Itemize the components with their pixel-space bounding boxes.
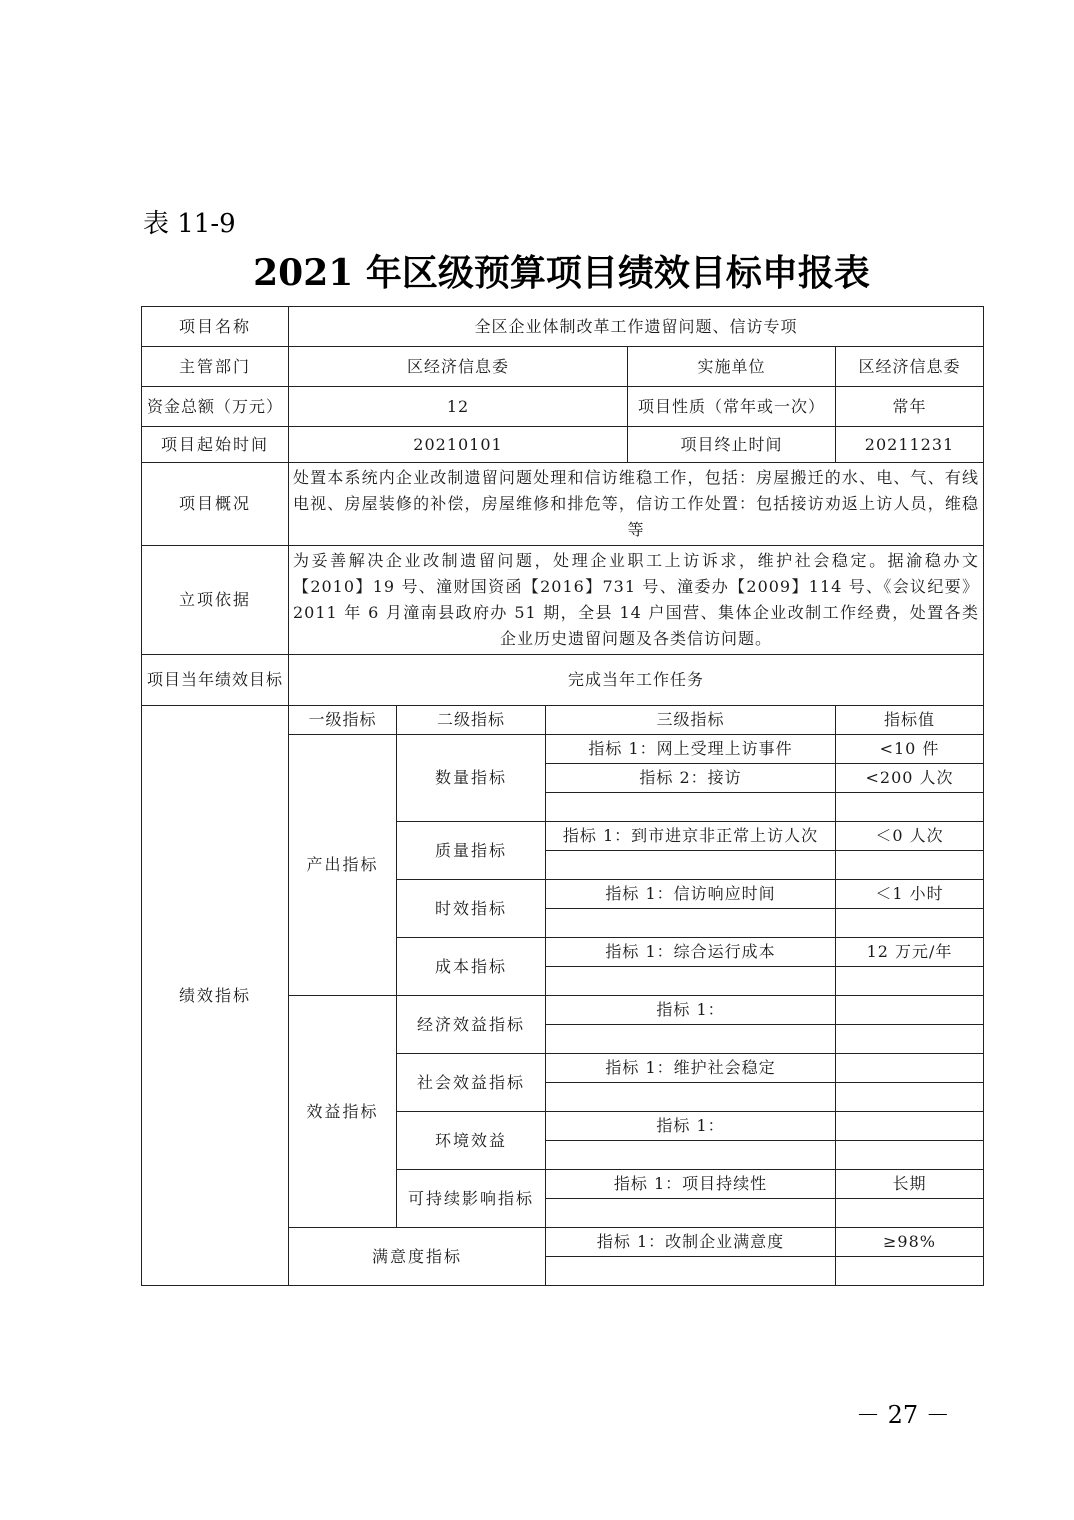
overview-text: 处置本系统内企业改制遗留问题处理和信访维稳工作，包括：房屋搬迁的水、电、气、有线电视、房屋装修的补偿，房屋维修和排危等，信访工作处置：包括接访劝返上访人员，维稳等 [289,463,984,546]
environment-indicator-empty [546,1141,836,1170]
dept-value: 区经济信息委 [289,347,628,387]
timeliness-value-1: ＜1 小时 [836,880,984,909]
satisfaction-indicator-empty [546,1257,836,1286]
page-number: － 27 － [856,1401,950,1429]
timeliness-indicator-1: 指标 1：信访响应时间 [546,880,836,909]
cost-indicator-1: 指标 1：综合运行成本 [546,938,836,967]
cost-indicator-label: 成本指标 [397,938,546,996]
economic-value-empty [836,1025,984,1054]
annual-goal-value: 完成当年工作任务 [289,655,984,706]
social-value-empty [836,1083,984,1112]
timeliness-value-empty [836,909,984,938]
sustainable-value-empty [836,1199,984,1228]
environment-value-1 [836,1112,984,1141]
start-time-value: 20210101 [289,427,628,463]
environment-value-empty [836,1141,984,1170]
social-indicator-empty [546,1083,836,1112]
quality-value-1: ＜0 人次 [836,822,984,851]
header-level3: 三级指标 [546,706,836,735]
overview-label: 项目概况 [142,463,289,546]
end-time-value: 20211231 [836,427,984,463]
sustainable-impact-label: 可持续影响指标 [397,1170,546,1228]
table-number-label: 表 11-9 [143,209,236,239]
basis-text: 为妥善解决企业改制遗留问题，处理企业职工上访诉求，维护社会稳定。据渝稳办文【2010】19 号、潼财国资函【2016】731 号、潼委办【2009】114 号、《会议纪要》2011 年 6 月潼南县政府办 51 期，全县 14 户国营、集体企业改制工作经费，处置各类企业历史遗留问题及各类信访问题。 [289,546,984,655]
timeliness-indicator-label: 时效指标 [397,880,546,938]
nature-value: 常年 [836,387,984,427]
basis-label: 立项依据 [142,546,289,655]
nature-label: 项目性质（常年或一次） [628,387,836,427]
economic-benefit-label: 经济效益指标 [397,996,546,1054]
quantity-indicator-2: 指标 2：接访 [546,764,836,793]
economic-value-1 [836,996,984,1025]
social-indicator-1: 指标 1：维护社会稳定 [546,1054,836,1083]
social-value-1 [836,1054,984,1083]
quality-indicator-1: 指标 1：到市进京非正常上访人次 [546,822,836,851]
quality-indicator-empty [546,851,836,880]
satisfaction-value-empty [836,1257,984,1286]
end-time-label: 项目终止时间 [628,427,836,463]
social-benefit-label: 社会效益指标 [397,1054,546,1112]
dept-label: 主管部门 [142,347,289,387]
satisfaction-value-1: ≥98% [836,1228,984,1257]
sustainable-value-1: 长期 [836,1170,984,1199]
quantity-value-1: <10 件 [836,735,984,764]
fund-value: 12 [289,387,628,427]
cost-indicator-empty [546,967,836,996]
fund-label: 资金总额（万元） [142,387,289,427]
cost-value-empty [836,967,984,996]
output-indicator-label: 产出指标 [289,735,397,996]
header-level1: 一级指标 [289,706,397,735]
quality-value-empty [836,851,984,880]
satisfaction-indicator-label: 满意度指标 [289,1228,546,1286]
project-name-label: 项目名称 [142,307,289,347]
timeliness-indicator-empty [546,909,836,938]
satisfaction-indicator-1: 指标 1：改制企业满意度 [546,1228,836,1257]
quantity-indicator-label: 数量指标 [397,735,546,822]
header-value: 指标值 [836,706,984,735]
start-time-label: 项目起始时间 [142,427,289,463]
header-level2: 二级指标 [397,706,546,735]
impl-unit-label: 实施单位 [628,347,836,387]
quantity-value-empty [836,793,984,822]
benefit-indicator-label: 效益指标 [289,996,397,1228]
economic-indicator-empty [546,1025,836,1054]
quantity-indicator-empty [546,793,836,822]
cost-value-1: 12 万元/年 [836,938,984,967]
indicators-section-label: 绩效指标 [142,706,289,1286]
quantity-indicator-1: 指标 1：网上受理上访事件 [546,735,836,764]
environment-benefit-label: 环境效益 [397,1112,546,1170]
annual-goal-label: 项目当年绩效目标 [142,655,289,706]
document-title: 2021 年区级预算项目绩效目标申报表 [253,252,870,294]
sustainable-indicator-1: 指标 1：项目持续性 [546,1170,836,1199]
quantity-value-2: <200 人次 [836,764,984,793]
quality-indicator-label: 质量指标 [397,822,546,880]
performance-target-table [141,306,984,1286]
impl-unit-value: 区经济信息委 [836,347,984,387]
project-name-value: 全区企业体制改革工作遗留问题、信访专项 [289,307,984,347]
sustainable-indicator-empty [546,1199,836,1228]
economic-indicator-1: 指标 1： [546,996,836,1025]
environment-indicator-1: 指标 1： [546,1112,836,1141]
